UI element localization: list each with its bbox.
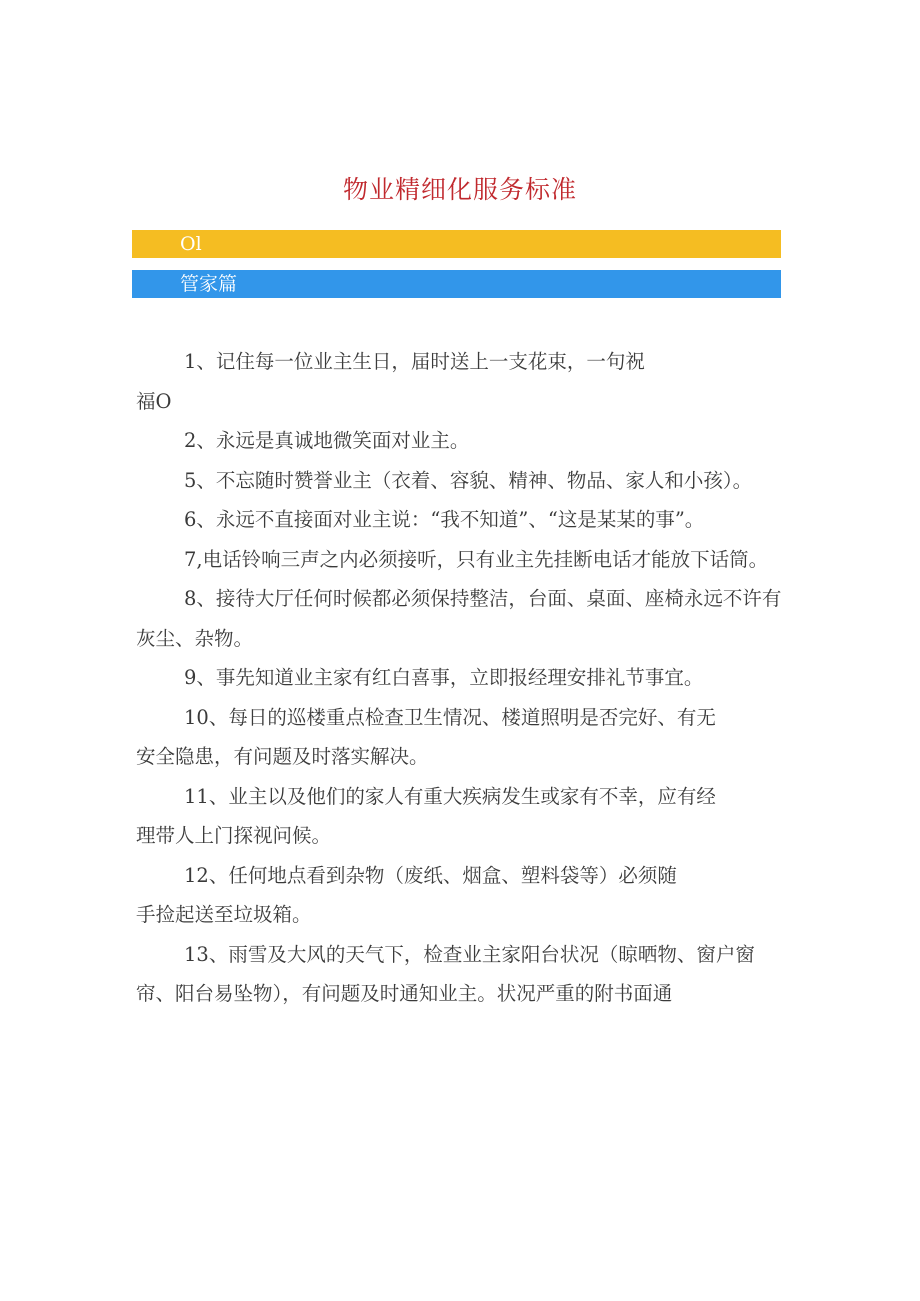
standards-list (136, 342, 786, 1014)
list-item: 11、业主以及他们的家人有重大疾病发生或家有不幸，应有经 理带人上门探视问候。 (136, 784, 716, 847)
list-item: 10、每日的巡楼重点检查卫生情况、楼道照明是否完好、有无 安全隐患，有问题及时落实解决。 (136, 705, 716, 768)
list-item: 1、记住每一位业主生日，届时送上一支花束，一句祝 福O (136, 350, 645, 413)
list-item: 8、接待大厅任何时候都必须保持整洁，台面、桌面、座椅永远不许有灰尘、杂物。 (136, 587, 782, 650)
section-title-band: 管家篇 (132, 270, 781, 298)
list-item: 13、雨雪及大风的天气下，检查业主家阳台状况（晾晒物、窗户窗帘、阳台易坠物），有问题及时通知业主。状况严重的附书面通 (136, 942, 755, 1005)
section-number-band: Ol (132, 230, 781, 258)
list-item: 12、任何地点看到杂物（废纸、烟盒、塑料袋等）必须随 手捡起送至垃圾箱。 (136, 863, 677, 926)
list-item: 5、不忘随时赞誉业主（衣着、容貌、精神、物品、家人和小孩）。 (184, 468, 753, 492)
list-item: 6、永远不直接面对业主说：“我不知道”、“这是某某的事”。 (184, 508, 705, 531)
list-item: 9、事先知道业主家有红白喜事，立即报经理安排礼节事宜。 (184, 666, 704, 689)
list-item: 2、永远是真诚地微笑面对业主。 (184, 429, 470, 452)
page-title: 物业精细化服务标准 (342, 175, 577, 204)
list-item: 7,电话铃响三声之内必须接听，只有业主先挂断电话才能放下话筒。 (184, 547, 769, 571)
